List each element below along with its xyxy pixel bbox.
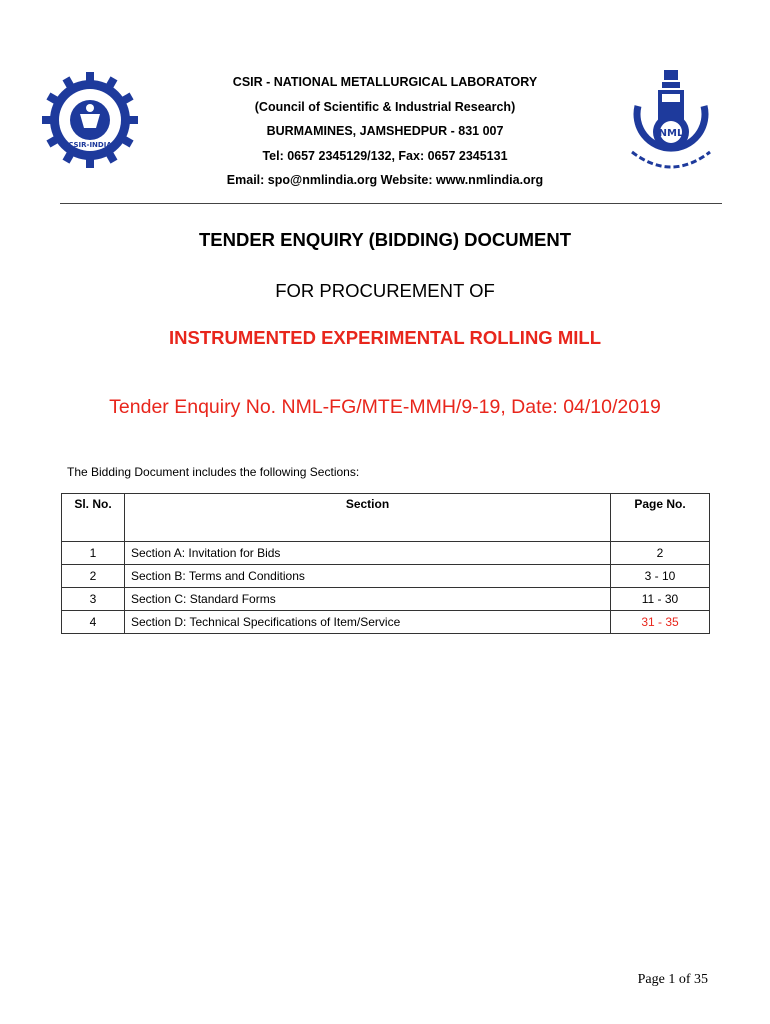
csir-logo-icon	[40, 70, 140, 170]
header-section: Section	[125, 494, 611, 542]
table-intro: The Bidding Document includes the following Sections:	[67, 465, 360, 479]
org-contact: Email: spo@nmlindia.org Website: www.nmlindia.org	[226, 173, 544, 187]
org-name: CSIR - NATIONAL METALLURGICAL LABORATORY	[232, 75, 538, 89]
org-letterhead	[150, 70, 620, 193]
row-section: Section D: Technical Specifications of Item/Service	[125, 611, 611, 634]
tender-number: Tender Enquiry No. NML-FG/MTE-MMH/9-19, Date: 04/10/2019	[109, 396, 661, 418]
header-sl-no: Sl. No.	[62, 494, 125, 542]
row-sl-no: 4	[62, 611, 125, 634]
document-title: TENDER ENQUIRY (BIDDING) DOCUMENT	[198, 229, 572, 250]
csir-logo-text: CSIR-INDIA	[68, 141, 112, 149]
table-row	[62, 588, 710, 611]
row-page-no: 11 - 30	[611, 588, 710, 611]
row-sl-no: 2	[62, 565, 125, 588]
nml-logo-icon	[618, 66, 724, 176]
table-row	[62, 542, 710, 565]
table-header-row	[62, 494, 710, 542]
sections-table	[61, 493, 710, 634]
row-sl-no: 3	[62, 588, 125, 611]
table-row	[62, 611, 710, 634]
page-number: Page 1 of 35	[637, 972, 708, 987]
procurement-item: INSTRUMENTED EXPERIMENTAL ROLLING MILL	[168, 327, 601, 348]
nml-logo-text: NML	[658, 128, 684, 139]
row-sl-no: 1	[62, 542, 125, 565]
row-page-no: 2	[611, 542, 710, 565]
header-page-no: Page No.	[611, 494, 710, 542]
row-page-no: 31 - 35	[611, 611, 710, 634]
row-section: Section C: Standard Forms	[125, 588, 611, 611]
row-section: Section A: Invitation for Bids	[125, 542, 611, 565]
org-phone: Tel: 0657 2345129/132, Fax: 0657 2345131	[262, 148, 508, 163]
org-parent: (Council of Scientific & Industrial Research)	[254, 99, 516, 114]
header-divider	[60, 203, 722, 204]
document-subtitle: FOR PROCUREMENT OF	[275, 280, 495, 301]
org-address: BURMAMINES, JAMSHEDPUR - 831 007	[266, 124, 504, 138]
row-section: Section B: Terms and Conditions	[125, 565, 611, 588]
table-row	[62, 565, 710, 588]
row-page-no: 3 - 10	[611, 565, 710, 588]
